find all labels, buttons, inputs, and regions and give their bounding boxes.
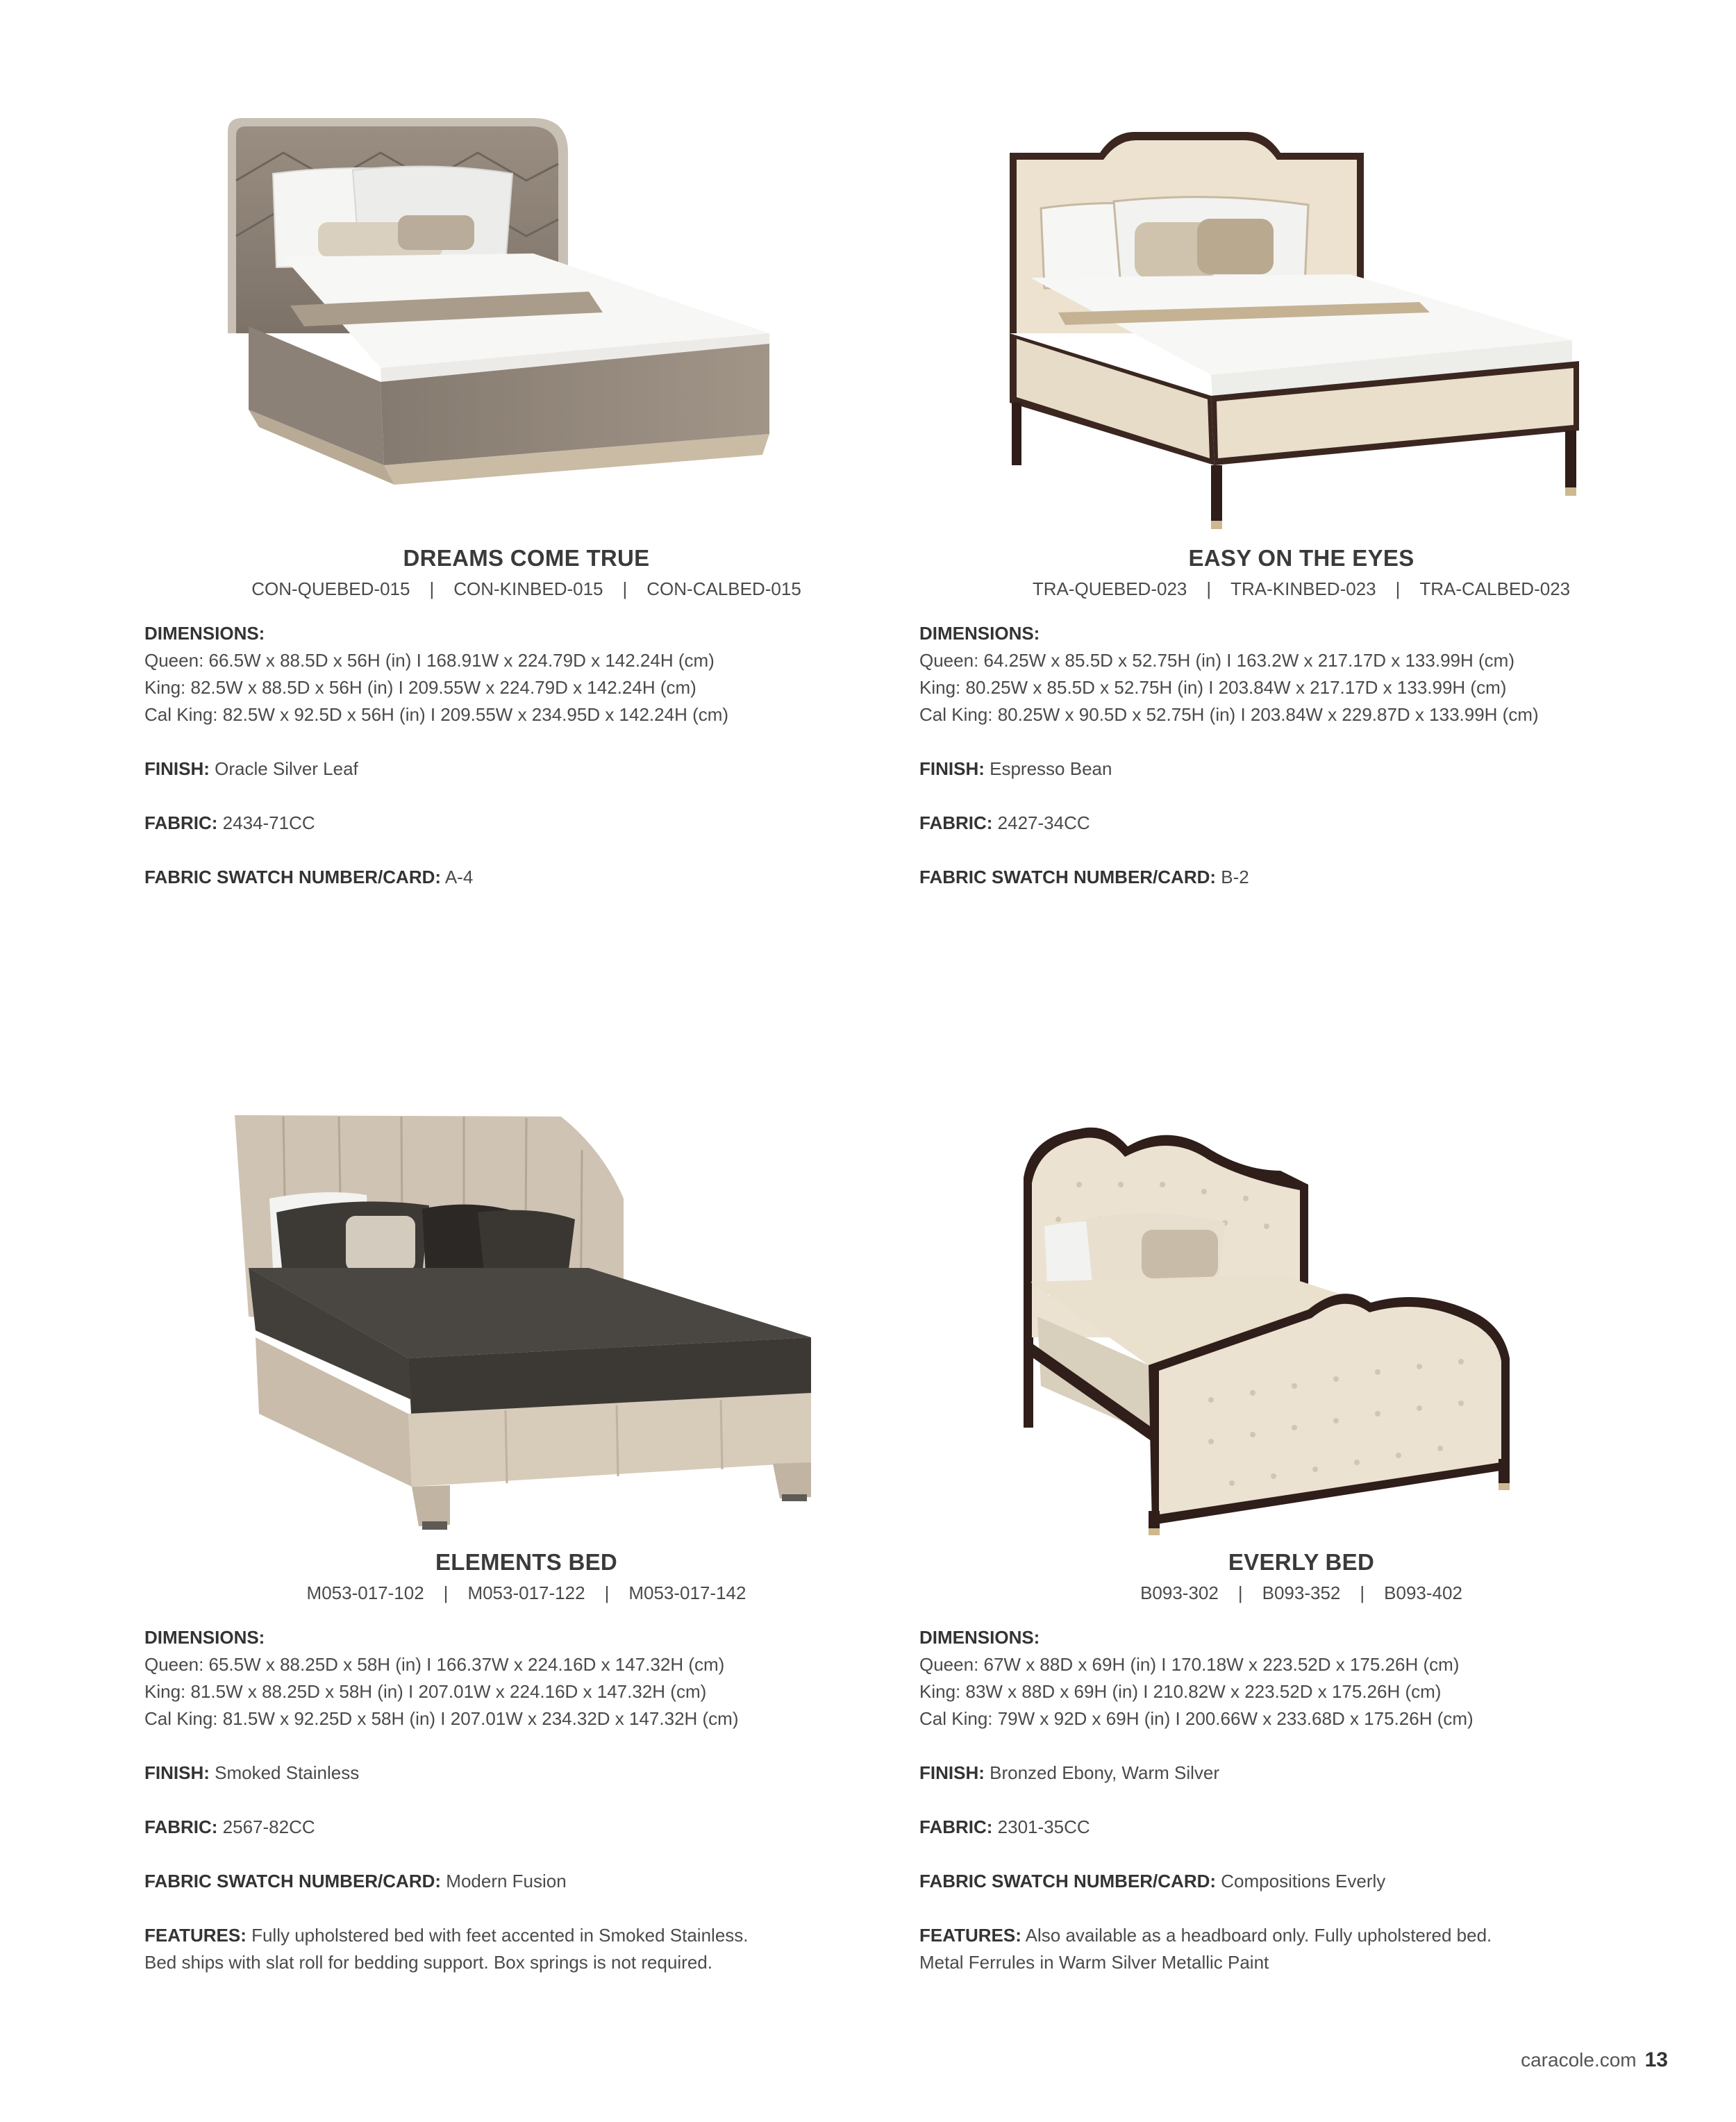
dimension-king: King: 82.5W x 88.5D x 56H (in) I 209.55W x 224.79D x 142.24H (cm) [144,677,696,698]
finish-line [919,1760,1683,1787]
finish-value: Espresso Bean [990,758,1112,779]
finish-line [919,755,1683,783]
fabric-line [144,810,908,837]
dimension-cal-king: Cal King: 81.5W x 92.25D x 58H (in) I 207.01W x 234.32D x 147.32H (cm) [144,1708,739,1729]
swatch-value: B-2 [1221,867,1249,887]
sku-king: M053-017-122 [467,1582,585,1603]
sku-queen: M053-017-102 [306,1582,424,1603]
swatch-value: Modern Fusion [446,1871,567,1891]
product-name: ELEMENTS BED [435,1549,618,1575]
fabric-value: 2427-34CC [997,812,1090,833]
dimensions-label: DIMENSIONS: [919,623,1040,644]
bed-illustration [144,1108,908,1539]
product-skus: B093-302 | B093-352 | B093-402 [1140,1582,1462,1603]
site-url[interactable]: caracole.com [1521,2049,1637,2071]
fabric-line [919,1814,1683,1841]
swatch-line [144,864,908,891]
page-footer [1521,2048,1668,2072]
dimension-queen: Queen: 65.5W x 88.25D x 58H (in) I 166.37W x 224.16D x 147.32H (cm) [144,1654,725,1675]
finish-value: Bronzed Ebony, Warm Silver [990,1762,1220,1783]
features-line [919,1922,1683,1949]
swatch-label: FABRIC SWATCH NUMBER/CARD: [144,1871,442,1891]
product-skus: TRA-QUEBED-023 | TRA-KINBED-023 | TRA-CALBED-023 [1032,578,1571,599]
product-name: EVERLY BED [1228,1549,1375,1575]
finish-line [144,755,908,783]
sku-king: B093-352 [1262,1582,1341,1603]
sku-king: TRA-KINBED-023 [1230,578,1376,599]
dimension-cal-king: Cal King: 82.5W x 92.5D x 56H (in) I 209.55W x 234.95D x 142.24H (cm) [144,704,729,725]
dimension-king: King: 81.5W x 88.25D x 58H (in) I 207.01W x 224.16D x 147.32H (cm) [144,1681,707,1702]
fabric-line [144,1814,908,1841]
sku-cal-king: B093-402 [1384,1582,1462,1603]
dimensions-label: DIMENSIONS: [144,1627,265,1648]
features-label: FEATURES: [144,1925,247,1946]
finish-value: Oracle Silver Leaf [215,758,358,779]
features-value-2: Metal Ferrules in Warm Silver Metallic Paint [919,1952,1269,1973]
product-image-elements-bed [144,1108,908,1539]
dimensions-label: DIMENSIONS: [919,1627,1040,1648]
finish-label: FINISH: [144,758,210,779]
fabric-label: FABRIC: [144,1816,218,1837]
fabric-value: 2434-71CC [222,812,315,833]
fabric-label: FABRIC: [919,1816,993,1837]
product-name: EASY ON THE EYES [1188,545,1414,571]
product-skus: M053-017-102 | M053-017-122 | M053-017-142 [306,1582,746,1603]
swatch-value: A-4 [444,867,474,887]
dimension-queen: Queen: 64.25W x 85.5D x 52.75H (in) I 163.2W x 217.17D x 133.99H (cm) [919,650,1514,671]
finish-label: FINISH: [919,758,985,779]
features-label: FEATURES: [919,1925,1021,1946]
swatch-label: FABRIC SWATCH NUMBER/CARD: [919,867,1217,887]
fabric-value: 2567-82CC [222,1816,315,1837]
product-image-everly-bed [919,1108,1683,1539]
dimensions-label: DIMENSIONS: [144,623,265,644]
features-value-1: Also available as a headboard only. Fully upholstered bed. [1025,1925,1492,1946]
dimension-cal-king: Cal King: 79W x 92D x 69H (in) I 200.66W x 233.68D x 175.26H (cm) [919,1708,1474,1729]
fabric-label: FABRIC: [144,812,218,833]
product-image-easy-on-the-eyes [919,104,1683,535]
bed-illustration [919,104,1683,535]
product-card-dreams-come-true [144,104,908,887]
sku-cal-king: TRA-CALBED-023 [1419,578,1571,599]
dimension-cal-king: Cal King: 80.25W x 90.5D x 52.75H (in) I 203.84W x 229.87D x 133.99H (cm) [919,704,1539,725]
fabric-line [919,810,1683,837]
swatch-label: FABRIC SWATCH NUMBER/CARD: [144,867,442,887]
dimension-queen: Queen: 66.5W x 88.5D x 56H (in) I 168.91W x 224.79D x 142.24H (cm) [144,650,715,671]
bed-illustration [919,1108,1683,1539]
sku-queen: TRA-QUEBED-023 [1032,578,1187,599]
finish-label: FINISH: [919,1762,985,1783]
finish-value: Smoked Stainless [215,1762,360,1783]
sku-king: CON-KINBED-015 [453,578,603,599]
features-value-1: Fully upholstered bed with feet accented in Smoked Stainless. [251,1925,749,1946]
swatch-line [919,864,1683,891]
finish-line [144,1760,908,1787]
swatch-line [919,1868,1683,1895]
sku-queen: CON-QUEBED-015 [251,578,410,599]
finish-label: FINISH: [144,1762,210,1783]
product-name: DREAMS COME TRUE [403,545,650,571]
fabric-label: FABRIC: [919,812,993,833]
dimension-queen: Queen: 67W x 88D x 69H (in) I 170.18W x 223.52D x 175.26H (cm) [919,1654,1460,1675]
product-details [919,620,1683,891]
product-image-dreams-come-true [144,104,908,535]
page-number: 13 [1644,2048,1668,2071]
swatch-line [144,1868,908,1895]
bed-illustration [144,104,908,535]
sku-cal-king: CON-CALBED-015 [646,578,801,599]
product-skus: CON-QUEBED-015 | CON-KINBED-015 | CON-CALBED-015 [251,578,801,599]
dimension-king: King: 83W x 88D x 69H (in) I 210.82W x 223.52D x 175.26H (cm) [919,1681,1442,1702]
product-card-easy-on-the-eyes [919,104,1683,887]
product-card-everly-bed [919,1108,1683,1973]
sku-queen: B093-302 [1140,1582,1219,1603]
product-details [144,1624,908,1976]
swatch-value: Compositions Everly [1221,1871,1386,1891]
swatch-label: FABRIC SWATCH NUMBER/CARD: [919,1871,1217,1891]
dimension-king: King: 80.25W x 85.5D x 52.75H (in) I 203.84W x 217.17D x 133.99H (cm) [919,677,1507,698]
product-details [144,620,908,891]
fabric-value: 2301-35CC [997,1816,1090,1837]
product-card-elements-bed [144,1108,908,1973]
product-details [919,1624,1683,1976]
features-line [144,1922,908,1949]
features-value-2: Bed ships with slat roll for bedding support. Box springs is not required. [144,1952,712,1973]
sku-cal-king: M053-017-142 [628,1582,746,1603]
